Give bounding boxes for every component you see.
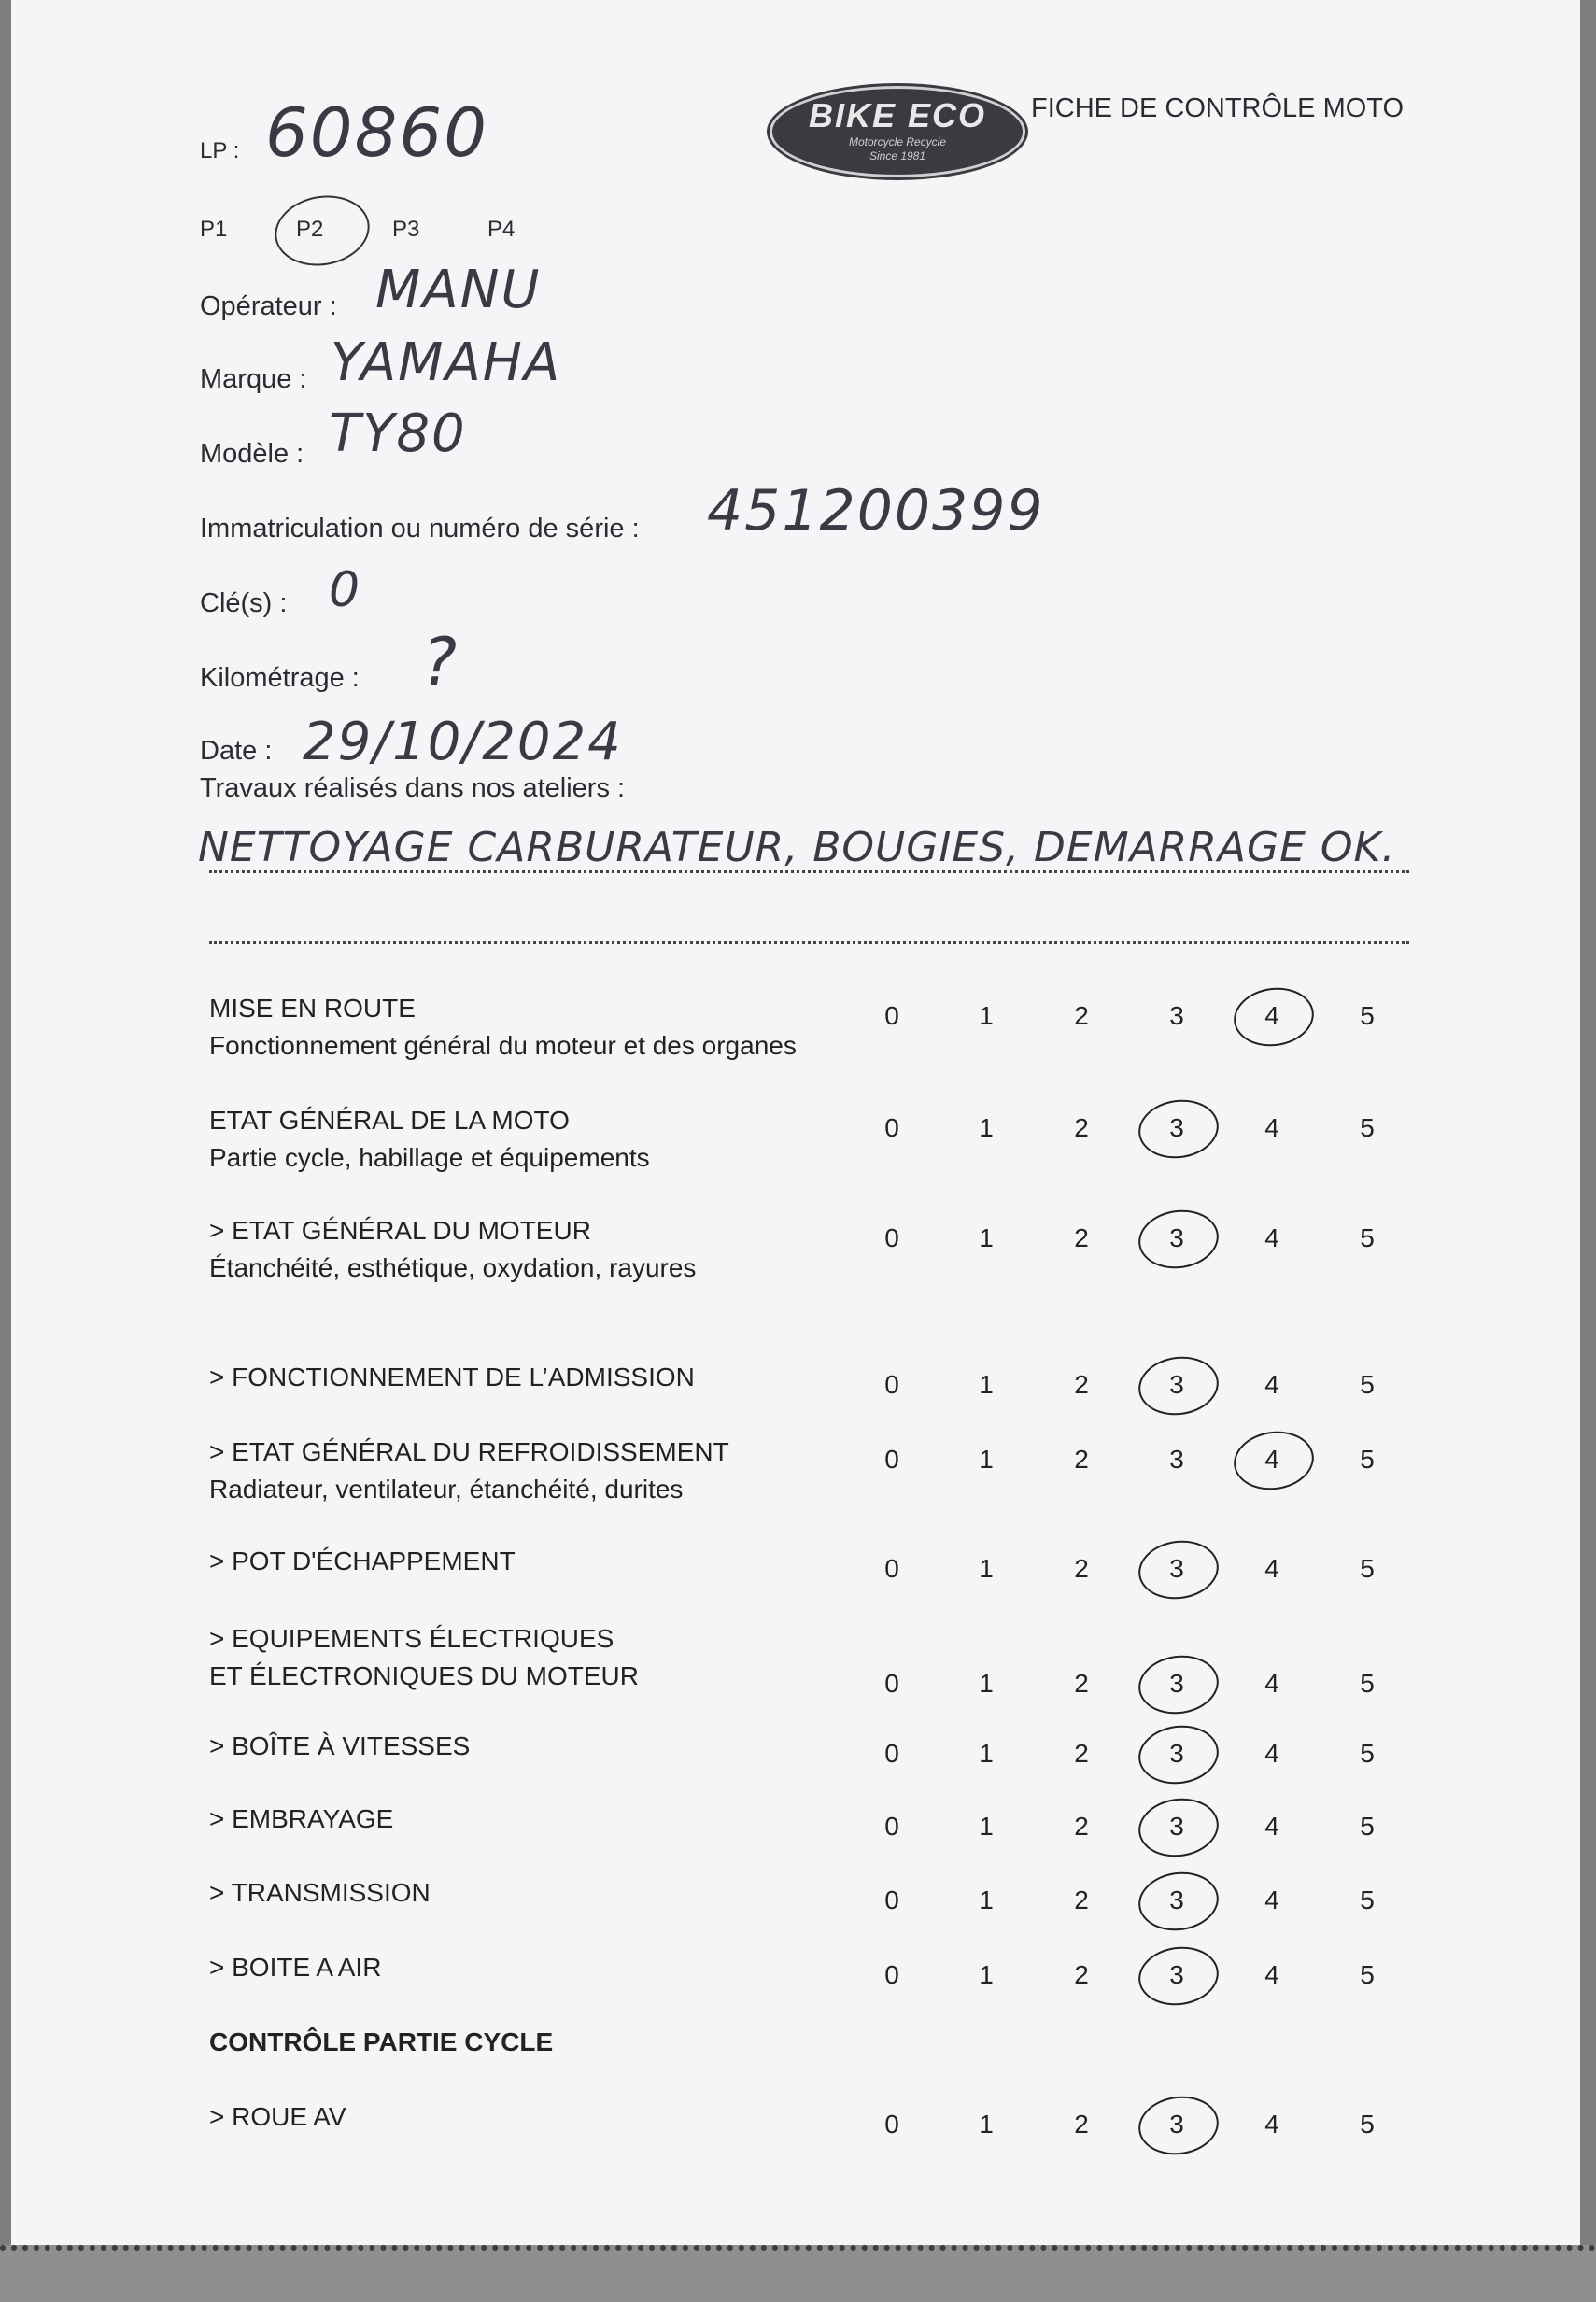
rating-row-8-score-2[interactable]: 2 (1074, 1812, 1089, 1841)
mileage-value: ? (422, 624, 459, 700)
rating-row-8-score-0[interactable]: 0 (884, 1812, 899, 1841)
rating-row-1-score-3[interactable]: 3 (1169, 1113, 1184, 1142)
section-cycle-heading: CONTRÔLE PARTIE CYCLE (209, 2027, 554, 2056)
rating-row-0-subtitle: Fonctionnement général du moteur et des organes (209, 1031, 797, 1060)
rating-row-0-score-3[interactable]: 3 (1169, 1001, 1184, 1030)
date-value: 29/10/2024 (303, 712, 623, 772)
rating-row-5-score-1[interactable]: 1 (979, 1554, 994, 1583)
rating-row-10-score-1[interactable]: 1 (979, 1960, 994, 1989)
rating-row-0-title: MISE EN ROUTE (209, 994, 416, 1023)
rating-row-9-score-0[interactable]: 0 (884, 1885, 899, 1914)
cycle-row-0-selected-circle (1135, 2091, 1222, 2159)
lp-label: LP : (200, 138, 240, 163)
rating-row-4-score-5[interactable]: 5 (1360, 1445, 1375, 1474)
rating-row-2-subtitle: Étanchéité, esthétique, oxydation, rayures (209, 1253, 697, 1282)
cycle-row-0-score-1[interactable]: 1 (979, 2110, 994, 2139)
rating-row-7-score-1[interactable]: 1 (979, 1739, 994, 1768)
rating-row-5-score-0[interactable]: 0 (884, 1554, 899, 1583)
rating-row-6-score-4[interactable]: 4 (1264, 1669, 1279, 1698)
rating-row-1-subtitle: Partie cycle, habillage et équipements (209, 1143, 650, 1172)
rating-row-2-title: > ETAT GÉNÉRAL DU MOTEUR (209, 1216, 591, 1245)
rating-row-5-score-2[interactable]: 2 (1074, 1554, 1089, 1583)
rating-row-8-title: > EMBRAYAGE (209, 1804, 394, 1833)
cycle-row-0-score-3[interactable]: 3 (1169, 2110, 1184, 2139)
rating-row-0-score-1[interactable]: 1 (979, 1001, 994, 1030)
rating-row-0-score-0[interactable]: 0 (884, 1001, 899, 1030)
rating-row-4-score-1[interactable]: 1 (979, 1445, 994, 1474)
rating-row-1-score-0[interactable]: 0 (884, 1113, 899, 1142)
rating-row-2-score-0[interactable]: 0 (884, 1223, 899, 1252)
rating-row-10-selected-circle (1135, 1942, 1222, 2010)
priority-p2: P2 (296, 217, 324, 242)
priority-p3: P3 (392, 217, 420, 242)
brand-value: YAMAHA (331, 332, 562, 393)
date-label: Date : (200, 736, 273, 766)
rating-row-9-title: > TRANSMISSION (209, 1878, 431, 1907)
rating-row-8-score-1[interactable]: 1 (979, 1812, 994, 1841)
cycle-row-0-score-0[interactable]: 0 (884, 2110, 899, 2139)
rating-row-6-score-5[interactable]: 5 (1360, 1669, 1375, 1698)
rating-row-2-score-2[interactable]: 2 (1074, 1223, 1089, 1252)
rating-row-2-score-1[interactable]: 1 (979, 1223, 994, 1252)
rating-row-3-selected-circle (1135, 1351, 1222, 1419)
rating-row-4-subtitle: Radiateur, ventilateur, étanchéité, durites (209, 1475, 684, 1504)
rating-row-4-title: > ETAT GÉNÉRAL DU REFROIDISSEMENT (209, 1437, 729, 1466)
rating-row-2-score-3[interactable]: 3 (1169, 1223, 1184, 1252)
rating-row-0-score-4[interactable]: 4 (1264, 1001, 1279, 1030)
rating-row-1-score-1[interactable]: 1 (979, 1113, 994, 1142)
rating-row-9-selected-circle (1135, 1867, 1222, 1935)
logo-since: Since 1981 (869, 149, 926, 162)
rating-row-6-score-0[interactable]: 0 (884, 1669, 899, 1698)
works-value: NETTOYAGE CARBURATEUR, BOUGIES, DEMARRAGE OK. (198, 824, 1396, 871)
control-sheet (11, 0, 1580, 2251)
rating-row-6-subtitle: ET ÉLECTRONIQUES DU MOTEUR (209, 1661, 639, 1690)
serial-label: Immatriculation ou numéro de série : (200, 514, 640, 544)
brand-label: Marque : (200, 364, 307, 394)
rating-row-9-score-3[interactable]: 3 (1169, 1885, 1184, 1914)
rating-row-4-score-3[interactable]: 3 (1169, 1445, 1184, 1474)
rating-row-7-score-3[interactable]: 3 (1169, 1739, 1184, 1768)
rating-row-0-score-2[interactable]: 2 (1074, 1001, 1089, 1030)
bike-eco-logo (770, 86, 1025, 177)
rating-row-0-selected-circle (1230, 982, 1318, 1051)
rating-row-5-title: > POT D'ÉCHAPPEMENT (209, 1546, 516, 1575)
priority-p1: P1 (200, 217, 228, 242)
rating-row-6-selected-circle (1135, 1650, 1222, 1718)
rating-row-7-score-2[interactable]: 2 (1074, 1739, 1089, 1768)
rating-row-9-score-4[interactable]: 4 (1264, 1885, 1279, 1914)
rating-row-4-score-2[interactable]: 2 (1074, 1445, 1089, 1474)
cycle-row-0-score-5[interactable]: 5 (1360, 2110, 1375, 2139)
rating-row-6-score-3[interactable]: 3 (1169, 1669, 1184, 1698)
rating-row-3-score-2[interactable]: 2 (1074, 1370, 1089, 1399)
serial-value: 451200399 (707, 478, 1045, 544)
rating-row-1-score-5[interactable]: 5 (1360, 1113, 1375, 1142)
rating-row-9-score-2[interactable]: 2 (1074, 1885, 1089, 1914)
rating-row-5-score-4[interactable]: 4 (1264, 1554, 1279, 1583)
rating-row-7-title: > BOÎTE À VITESSES (209, 1731, 471, 1760)
rating-row-1-score-2[interactable]: 2 (1074, 1113, 1089, 1142)
operator-value: MANU (375, 260, 542, 320)
rating-row-4-selected-circle (1230, 1426, 1318, 1494)
rating-row-3-score-4[interactable]: 4 (1264, 1370, 1279, 1399)
keys-value: 0 (329, 562, 362, 618)
logo-brand: BIKE ECO (808, 96, 987, 134)
model-value: TY80 (329, 403, 467, 464)
rating-row-5-selected-circle (1135, 1535, 1222, 1603)
rating-row-10-score-4[interactable]: 4 (1264, 1960, 1279, 1989)
rating-row-3-score-0[interactable]: 0 (884, 1370, 899, 1399)
rating-row-0-score-5[interactable]: 5 (1360, 1001, 1375, 1030)
rating-row-6-score-2[interactable]: 2 (1074, 1669, 1089, 1698)
binder-edge (0, 2245, 1596, 2302)
rating-row-10-title: > BOITE A AIR (209, 1953, 382, 1982)
rating-row-1-title: ETAT GÉNÉRAL DE LA MOTO (209, 1106, 570, 1135)
rating-row-6-score-1[interactable]: 1 (979, 1669, 994, 1698)
priority-p4: P4 (487, 217, 516, 242)
rating-row-9-score-1[interactable]: 1 (979, 1885, 994, 1914)
logo-tagline: Motorcycle Recycle (848, 135, 947, 148)
cycle-row-0-title: > ROUE AV (209, 2102, 346, 2131)
rating-row-3-score-3[interactable]: 3 (1169, 1370, 1184, 1399)
rating-row-10-score-0[interactable]: 0 (884, 1960, 899, 1989)
rating-row-2-score-5[interactable]: 5 (1360, 1223, 1375, 1252)
rating-row-7-score-5[interactable]: 5 (1360, 1739, 1375, 1768)
keys-label: Clé(s) : (200, 588, 288, 618)
rating-row-1-score-4[interactable]: 4 (1264, 1113, 1279, 1142)
works-label: Travaux réalisés dans nos ateliers : (200, 773, 626, 803)
rating-row-5-score-5[interactable]: 5 (1360, 1554, 1375, 1583)
priority-selected-circle (269, 189, 374, 274)
rating-row-7-score-0[interactable]: 0 (884, 1739, 899, 1768)
rating-row-8-selected-circle (1135, 1793, 1222, 1861)
rating-row-5-score-3[interactable]: 3 (1169, 1554, 1184, 1583)
rating-row-3-score-1[interactable]: 1 (979, 1370, 994, 1399)
rating-row-7-score-4[interactable]: 4 (1264, 1739, 1279, 1768)
rating-row-3-title: > FONCTIONNEMENT DE L’ADMISSION (209, 1363, 695, 1391)
rating-row-8-score-4[interactable]: 4 (1264, 1812, 1279, 1841)
sheet-title: FICHE DE CONTRÔLE MOTO (1031, 93, 1405, 123)
rating-row-1-selected-circle (1135, 1095, 1222, 1163)
rating-row-9-score-5[interactable]: 5 (1360, 1885, 1375, 1914)
model-label: Modèle : (200, 439, 304, 469)
rating-row-4-score-4[interactable]: 4 (1264, 1445, 1279, 1474)
rating-row-8-score-5[interactable]: 5 (1360, 1812, 1375, 1841)
rating-row-3-score-5[interactable]: 5 (1360, 1370, 1375, 1399)
works-dotted-line-1 (209, 870, 1409, 873)
works-dotted-line-2 (209, 941, 1409, 944)
cycle-row-0-score-4[interactable]: 4 (1264, 2110, 1279, 2139)
rating-row-10-score-2[interactable]: 2 (1074, 1960, 1089, 1989)
rating-row-7-selected-circle (1135, 1720, 1222, 1788)
rating-row-2-score-4[interactable]: 4 (1264, 1223, 1279, 1252)
operator-label: Opérateur : (200, 291, 337, 321)
cycle-row-0-score-2[interactable]: 2 (1074, 2110, 1089, 2139)
lp-value: 60860 (265, 93, 489, 172)
rating-row-8-score-3[interactable]: 3 (1169, 1812, 1184, 1841)
rating-row-10-score-3[interactable]: 3 (1169, 1960, 1184, 1989)
rating-row-6-title: > EQUIPEMENTS ÉLECTRIQUES (209, 1624, 614, 1653)
rating-row-4-score-0[interactable]: 0 (884, 1445, 899, 1474)
rating-row-10-score-5[interactable]: 5 (1360, 1960, 1375, 1989)
rating-row-2-selected-circle (1135, 1205, 1222, 1273)
mileage-label: Kilométrage : (200, 663, 360, 693)
